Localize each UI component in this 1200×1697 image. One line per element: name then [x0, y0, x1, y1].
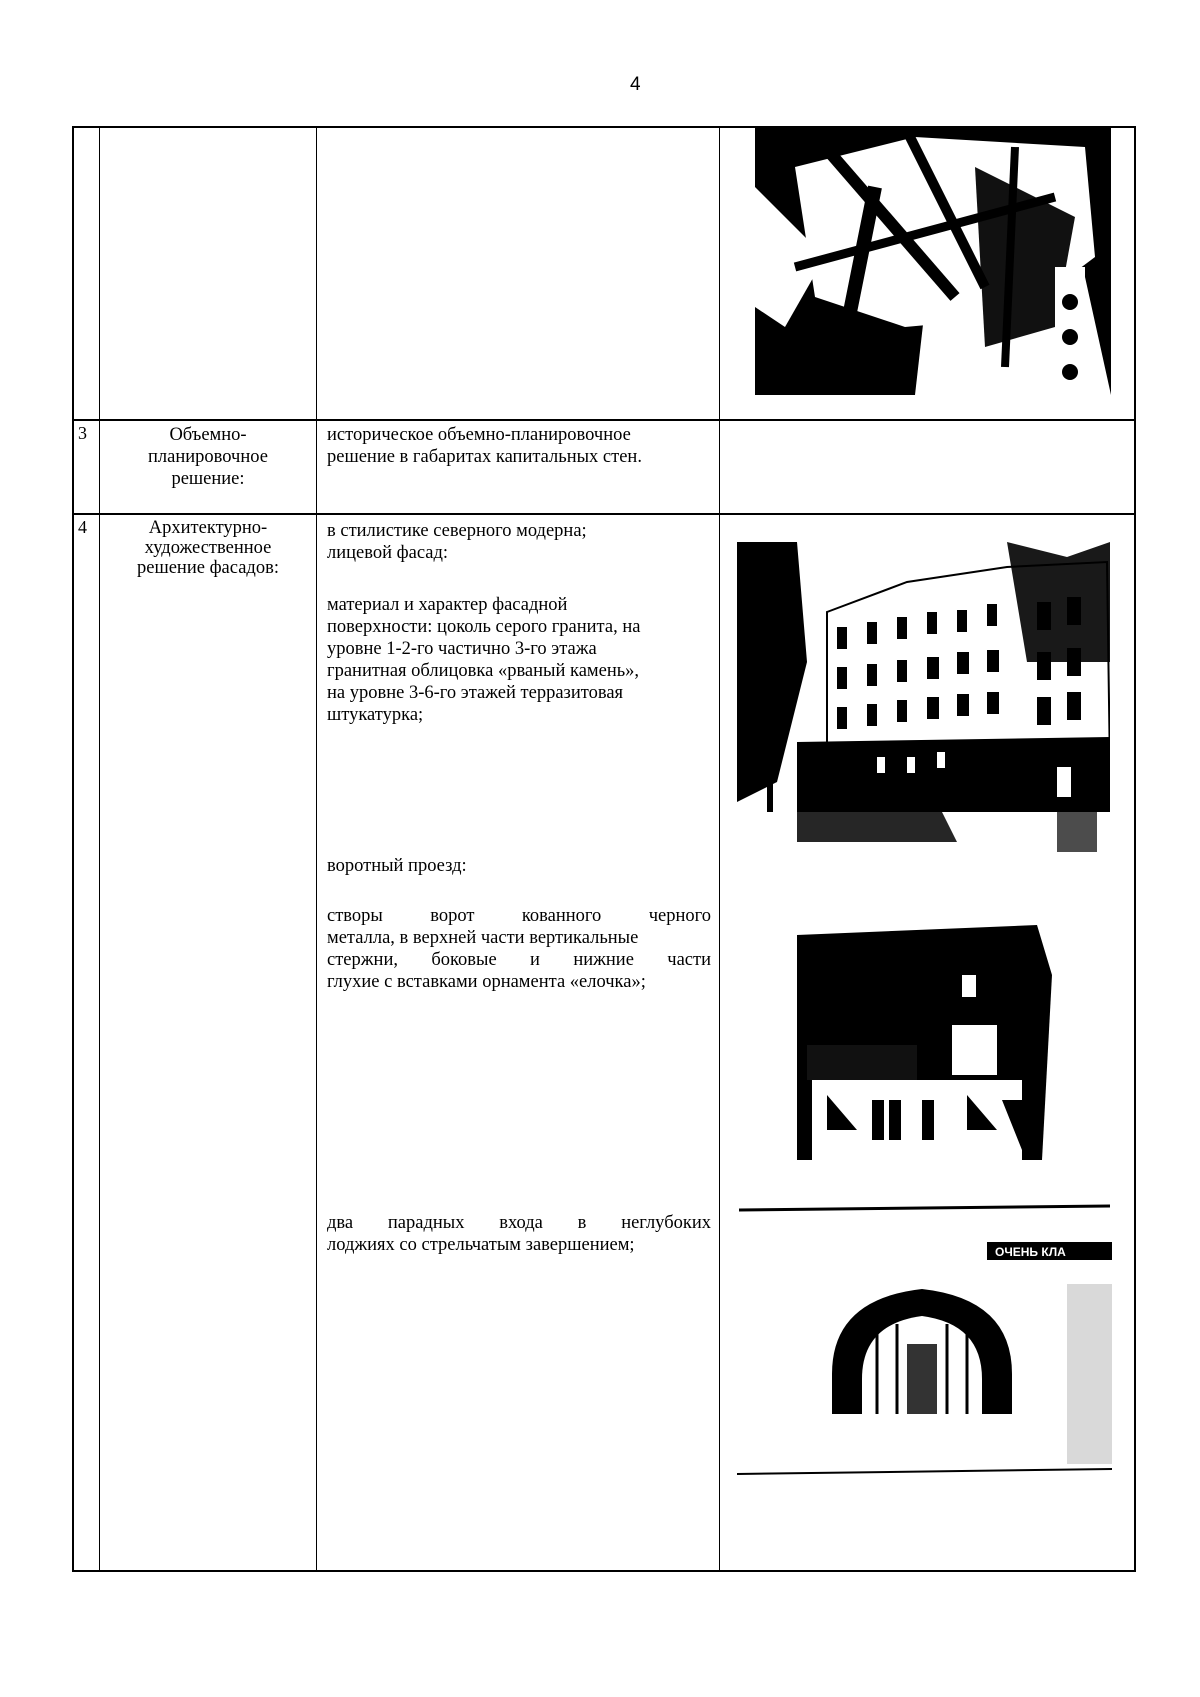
row-3-index: 3: [78, 423, 87, 443]
gate-title: воротный проезд:: [327, 856, 467, 876]
row-4-index: 4: [78, 517, 87, 537]
row-3-name: Объемно- планировочное решение:: [148, 425, 268, 489]
row-3-description: историческое объемно-планировочное решение в габаритах капитальных стен.: [327, 425, 642, 467]
entrance-description: два парадных входа в неглубоких лоджиях со стрельчатым завершением;: [327, 1213, 711, 1255]
sign-text: ОЧЕНЬ КЛА: [995, 1245, 1066, 1259]
gate-photo: [797, 915, 1055, 1160]
facade-intro: в стилистике северного модерна; лицевой фасад:: [327, 521, 587, 563]
facade-photo: [737, 542, 1110, 854]
scaffolding-photo: [755, 127, 1111, 395]
row-4-name: Архитектурно- художественное решение фасадов:: [137, 518, 279, 578]
page-number: 4: [630, 74, 641, 95]
entrance-photo: [737, 1204, 1112, 1490]
material-description: материал и характер фасадной поверхности: цоколь серого гранита, на уровне 1-2-го частично 3-го этажа гранитная облицовка «рваный камень», на уровне 3-6-го этажей терразитовая штукатурка;: [327, 595, 641, 725]
gate-description: створы ворот кованного черного металла, в верхней части вертикальные стержни, боковые и нижние части глухие с вставками орнамента «елочка»;: [327, 906, 711, 992]
